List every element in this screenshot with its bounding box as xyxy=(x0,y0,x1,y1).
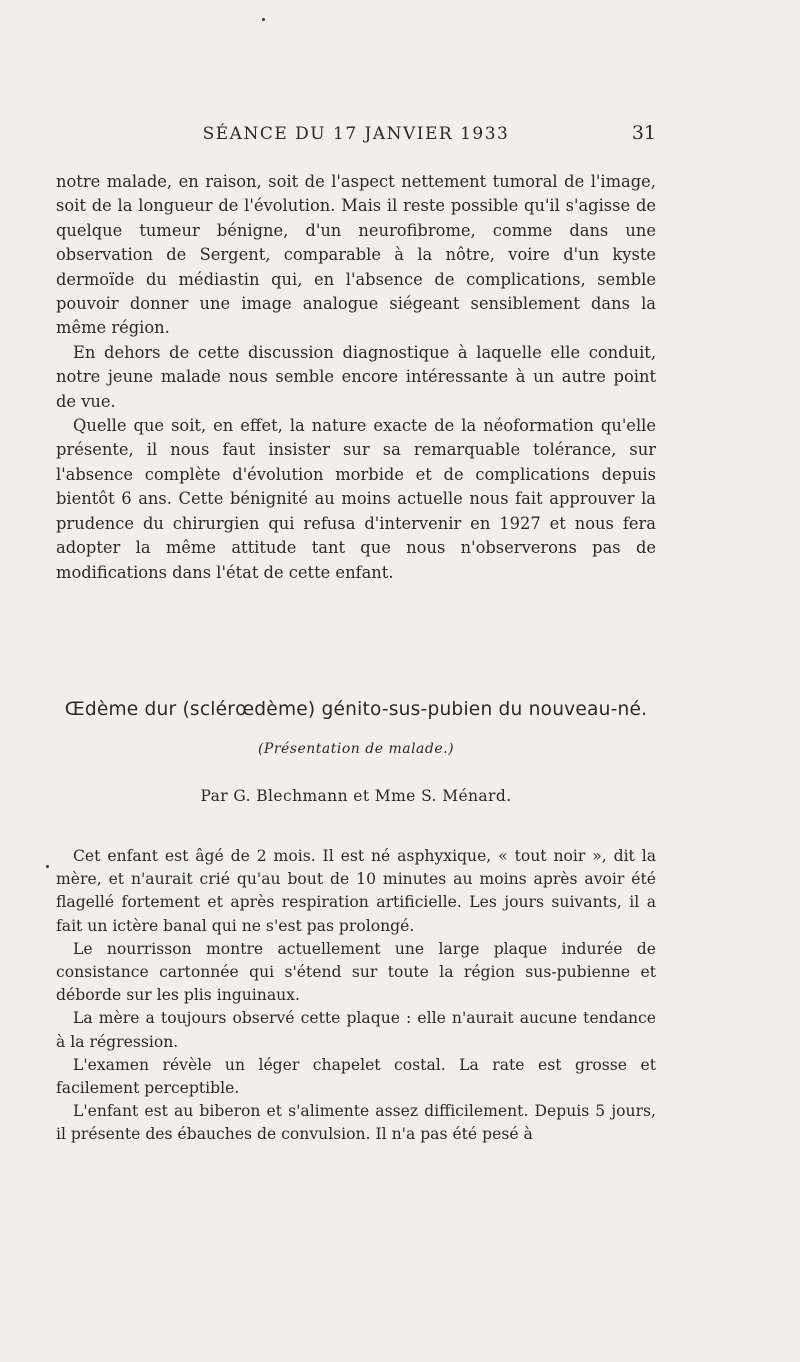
article-authors: Par G. Blechmann et Mme S. Ménard. xyxy=(200,787,512,805)
running-head: SÉANCE DU 17 JANVIER 1933 xyxy=(202,124,510,144)
page-header xyxy=(56,122,656,152)
print-speck xyxy=(262,18,265,21)
print-speck xyxy=(46,865,49,868)
previous-article-text xyxy=(56,170,656,585)
paragraph: En dehors de cette discussion diagnostique à laquelle elle conduit, notre jeune malade nous semble encore intéressante à un autre point de vue. xyxy=(56,342,656,411)
paragraph: La mère a toujours observé cette plaque : elle n'aurait aucune tendance à la régression. xyxy=(56,1009,656,1051)
article-body xyxy=(56,845,656,1147)
paragraph: L'enfant est au biberon et s'alimente assez difficilement. Depuis 5 jours, il présente des ébauches de convulsion. Il n'a pas été pesé à xyxy=(56,1102,656,1144)
paragraph: Cet enfant est âgé de 2 mois. Il est né asphyxique, « tout noir », dit la mère, et n'aurait crié qu'au bout de 10 minutes au moins après avoir été flagellé fortement et après respiration artificielle. Les jours suivants, il a fait un ictère banal qui ne s'est pas prolongé. xyxy=(56,847,656,935)
paragraph: notre malade, en raison, soit de l'aspect nettement tumoral de l'image, soit de la longueur de l'évolution. Mais il reste possible qu'il s'agisse de quelque tumeur bénigne, d'un neurofibrome, comme dans une observation de Sergent, comparable à la nôtre, voire d'un kyste dermoïde du médiastin qui, en l'absence de complications, semble pouvoir donner une image analogue siégeant sensiblement dans la même région. xyxy=(56,172,656,338)
paragraph: L'examen révèle un léger chapelet costal. La rate est grosse et facilement perceptible. xyxy=(56,1055,656,1098)
article-title: Œdème dur (sclérœdème) génito-sus-pubien du nouveau-né. xyxy=(64,699,648,720)
paragraph: Le nourrisson montre actuellement une large plaque indurée de consistance cartonnée qui s'étend sur toute la région sus-pubienne et déborde sur les plis inguinaux. xyxy=(56,939,656,1005)
article-subtitle: (Présentation de malade.) xyxy=(257,741,455,757)
paragraph: Quelle que soit, en effet, la nature exacte de la néoformation qu'elle présente, il nous faut insister sur sa remarquable tolérance, sur l'absence complète d'évolution morbide et de complications depuis bientôt 6 ans. Cette bénignité au moins actuelle nous fait approuver la prudence du chirurgien qui refusa d'intervenir en 1927 et nous fera adopter la même attitude tant que nous n'observerons pas de modifications dans l'état de cette enfant. xyxy=(56,416,656,582)
page-number: 31 xyxy=(631,122,656,144)
